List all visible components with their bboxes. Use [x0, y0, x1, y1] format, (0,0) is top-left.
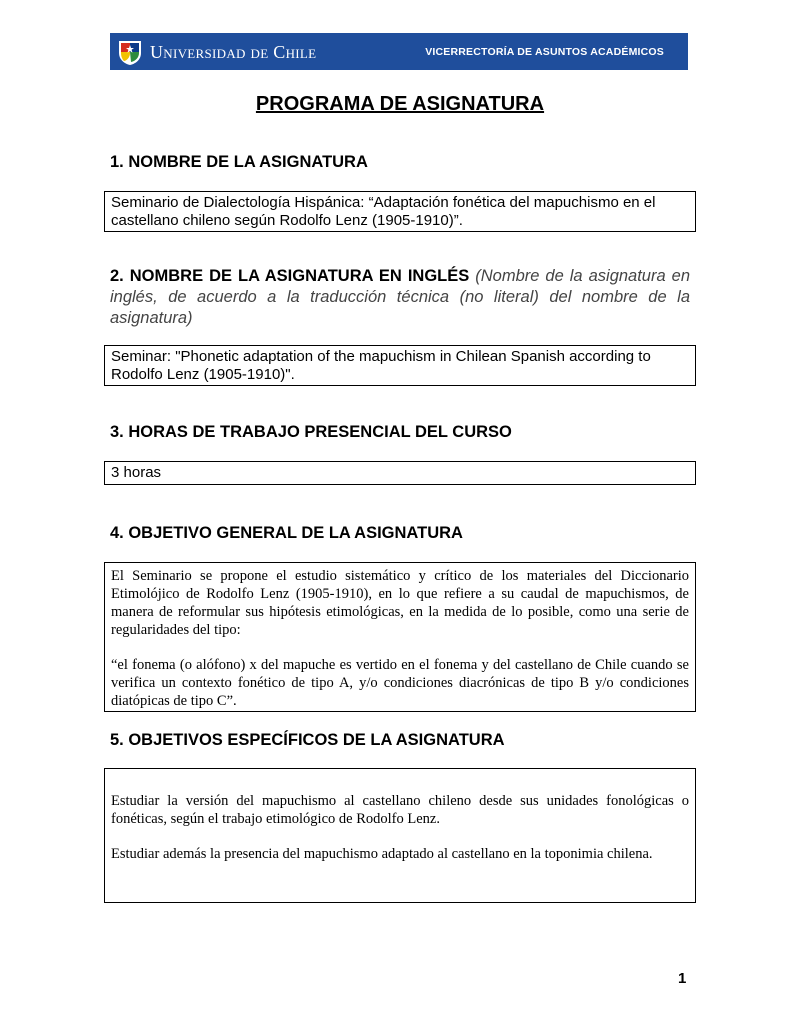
hours-box: 3 horas	[104, 461, 696, 485]
general-objective-box	[104, 562, 696, 712]
course-name-box: Seminario de Dialectología Hispánica: “Adaptación fonética del mapuchismo en el castellano chileno según Rodolfo Lenz (1905-1910)”.	[104, 191, 696, 232]
section-2-heading-note: (Nombre de la asignatura en inglés, de acuerdo a la traducción técnica (no literal) del nombre de la asignatura)	[110, 267, 690, 327]
specific-objective-2: Estudiar además la presencia del mapuchismo adaptado al castellano en la toponimia chilena.	[111, 846, 653, 862]
section-1-heading: 1. NOMBRE DE LA ASIGNATURA	[110, 153, 368, 171]
page-title: PROGRAMA DE ASIGNATURA	[255, 93, 545, 115]
section-2-heading	[110, 266, 690, 329]
university-name: Universidad de Chile	[150, 42, 317, 62]
page-number: 1	[678, 970, 687, 987]
university-crest-icon	[116, 38, 144, 66]
specific-objectives-box	[104, 768, 696, 903]
section-3-heading: 3. HORAS DE TRABAJO PRESENCIAL DEL CURSO	[110, 423, 512, 441]
general-objective-quote: “el fonema (o alófono) x del mapuche es vertido en el fonema y del castellano de Chile cuando se verifica un contexto fonético de tipo A, y/o condiciones diacrónicas de tipo B y/o condiciones diatópicas de tipo C”.	[111, 657, 689, 709]
specific-objective-1: Estudiar la versión del mapuchismo al castellano chileno desde sus unidades fonológicas o fonéticas, según el trabajo etimológico de Rodolfo Lenz.	[111, 793, 689, 827]
vicerrectoria-label: VICERRECTORÍA DE ASUNTOS ACADÉMICOS	[425, 46, 664, 58]
section-4-heading: 4. OBJETIVO GENERAL DE LA ASIGNATURA	[110, 524, 463, 542]
english-name-box: Seminar: "Phonetic adaptation of the mapuchism in Chilean Spanish according to Rodolfo Lenz (1905-1910)".	[104, 345, 696, 386]
header-banner	[110, 33, 688, 70]
section-2-heading-title: 2. NOMBRE DE LA ASIGNATURA EN INGLÉS	[110, 267, 470, 285]
section-5-heading: 5. OBJETIVOS ESPECÍFICOS DE LA ASIGNATURA	[110, 731, 505, 749]
general-objective-paragraph: El Seminario se propone el estudio sistemático y crítico de los materiales del Diccionario Etimolójico de Rodolfo Lenz (1905-1910), en lo que refiere a su caudal de mapuchismos, de manera de reformular sus hipótesis etimológicas, en la medida de lo posible, como una serie de regularidades del tipo:	[111, 568, 689, 638]
